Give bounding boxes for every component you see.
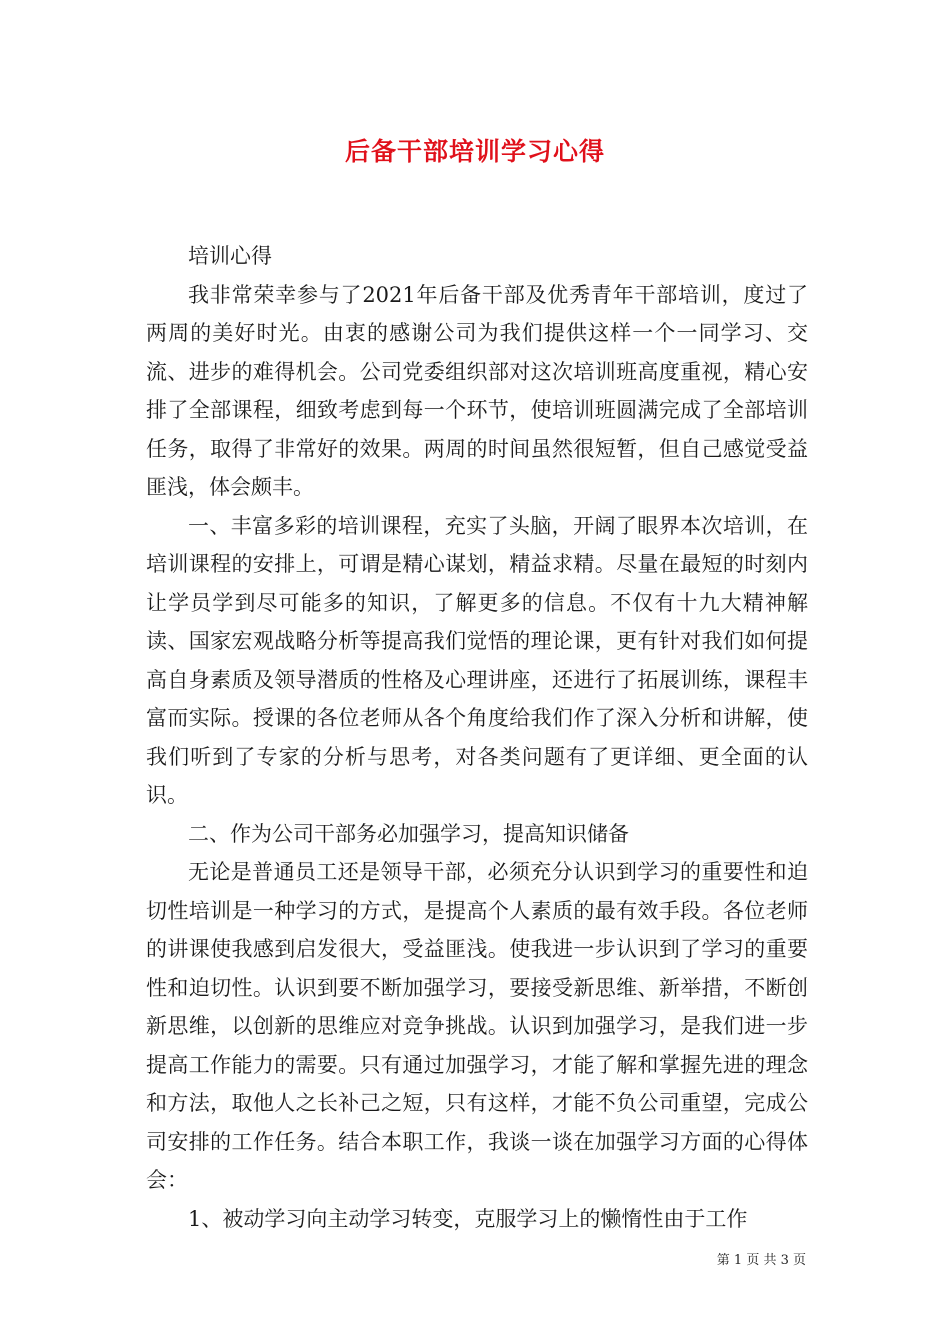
paragraph-section-one: 一、丰富多彩的培训课程，充实了头脑，开阔了眼界本次培训，在培训课程的安排上，可谓是精心谋划，精益求精。尽量在最短的时刻内让学员学到尽可能多的知识，了解更多的信息。不仅有十九大精神解读、国家宏观战略分析等提高我们觉悟的理论课，更有针对我们如何提高自身素质及领导潜质的性格及心理讲座，还进行了拓展训练，课程丰富而实际。授课的各位老师从各个角度给我们作了深入分析和讲解，使我们听到了专家的分析与思考，对各类问题有了更详细、更全面的认识。 bbox=[146, 513, 808, 807]
paragraph-intro-label: 培训心得 bbox=[188, 244, 272, 268]
paragraph-opening: 我非常荣幸参与了2021年后备干部及优秀青年干部培训，度过了两周的美好时光。由衷的感谢公司为我们提供这样一个一同学习、交流、进步的难得机会。公司党委组织部对这次培训班高度重视，精心安排了全部课程，细致考虑到每一个环节，使培训班圆满完成了全部培训任务，取得了非常好的效果。两周的时间虽然很短暂，但自己感觉受益匪浅，体会颇丰。 bbox=[146, 282, 808, 499]
paragraph-point-one: 1、被动学习向主动学习转变，克服学习上的懒惰性由于工作 bbox=[188, 1206, 748, 1231]
paragraph-section-two-body: 无论是普通员工还是领导干部，必须充分认识到学习的重要性和迫切性培训是一种学习的方式，是提高个人素质的最有效手段。各位老师的讲课使我感到启发很大，受益匪浅。使我进一步认识到了学习的重要性和迫切性。认识到要不断加强学习，要接受新思维、新举措，不断创新思维，以创新的思维应对竞争挑战。认识到加强学习，是我们进一步提高工作能力的需要。只有通过加强学习，才能了解和掌握先进的理念和方法，取他人之长补己之短，只有这样，才能不负公司重望，完成公司安排的工作任务。结合本职工作，我谈一谈在加强学习方面的心得体会： bbox=[146, 860, 808, 1192]
page-number-footer: 第 1 页 共 3 页 bbox=[716, 1253, 806, 1268]
paragraph-section-two-heading: 二、作为公司干部务必加强学习，提高知识储备 bbox=[188, 821, 629, 846]
document-title: 后备干部培训学习心得 bbox=[344, 137, 605, 166]
document-body bbox=[146, 237, 808, 1238]
